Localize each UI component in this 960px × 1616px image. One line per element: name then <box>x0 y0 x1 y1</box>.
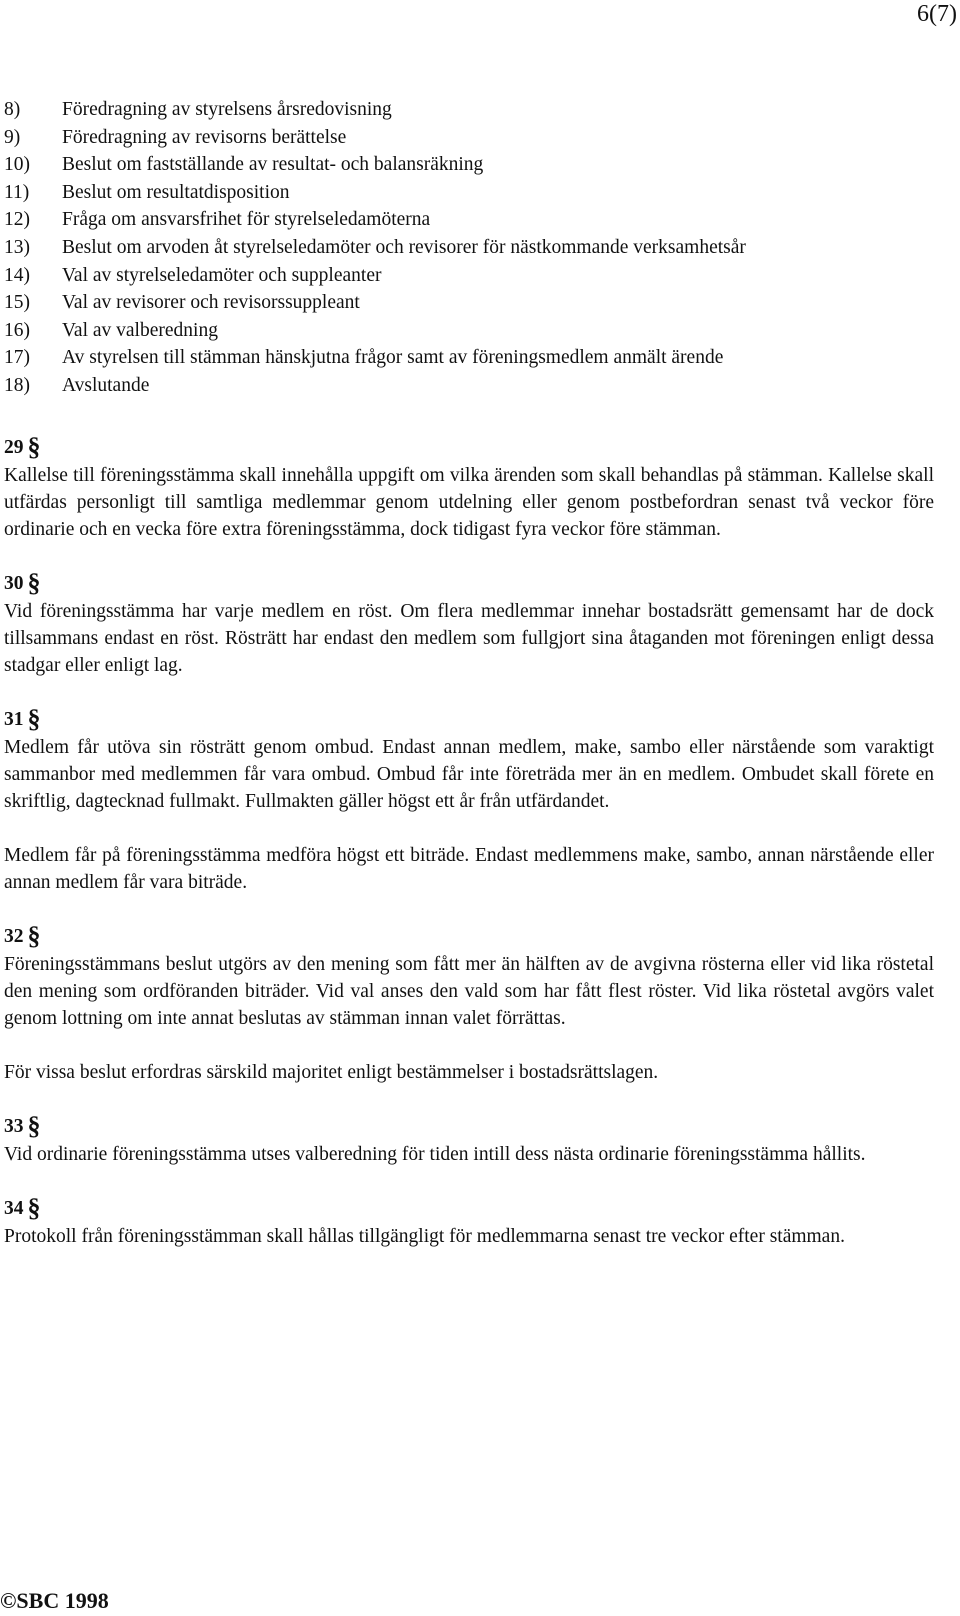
section-heading <box>4 432 934 462</box>
statutes-body <box>4 432 934 1275</box>
agenda-item-number: 17) <box>4 347 30 369</box>
section-heading <box>4 568 934 598</box>
agenda-item <box>4 96 746 124</box>
section-heading <box>4 1193 934 1223</box>
section-paragraph: Medlem får utöva sin rösträtt genom ombud. Endast annan medlem, make, sambo eller närstående som varaktigt sammanbor med medlemmen får vara ombud. Ombud får inte företräda mer än en medlem. Ombudet skall förete en skriftlig, dagtecknad fullmakt. Fullmakten gäller högst ett år från utfärdandet. <box>4 737 934 812</box>
section-heading <box>4 704 934 734</box>
agenda-item <box>4 372 746 400</box>
agenda-item-number: 11) <box>4 181 30 203</box>
copyright-footer: ©SBC 1998 <box>0 1588 109 1613</box>
section-number: 30 <box>4 572 24 594</box>
section-paragraph: Föreningsstämmans beslut utgörs av den mening som fått mer än hälften av de avgivna rösterna eller vid lika röstetal den mening som ordföranden biträder. Vid val anses den vald som har fått flest röster. Vid lika röstetal avgörs valet genom lottning om inte annat beslutas av stämman innan valet förrättas. <box>4 954 934 1029</box>
agenda-item-text: Beslut om resultatdisposition <box>62 181 290 203</box>
agenda-item-text: Föredragning av styrelsens årsredovisning <box>62 99 392 120</box>
section-sign-icon: § <box>27 1193 41 1222</box>
agenda-item-text: Val av styrelseledamöter och suppleanter <box>62 264 382 286</box>
section-paragraph: Vid föreningsstämma har varje medlem en röst. Om flera medlemmar innehar bostadsrätt gemensamt har de dock tillsammans endast en röst. Rösträtt har endast den medlem som fullgjort sina åtaganden mot föreningen enligt dessa stadgar eller enligt lag. <box>4 601 934 676</box>
section-sign-icon: § <box>27 1111 41 1140</box>
agenda-item-number: 10) <box>4 154 30 176</box>
section-paragraph: Protokoll från föreningsstämman skall hållas tillgängligt för medlemmarna senast tre veckor efter stämman. <box>4 1226 845 1247</box>
page-number: 6(7) <box>917 1 957 27</box>
section-sign-icon: § <box>27 704 41 733</box>
section-number: 31 <box>4 708 24 730</box>
agenda-item-number: 9) <box>4 126 21 148</box>
section-31 <box>4 704 934 896</box>
agenda-item-text: Fråga om ansvarsfrihet för styrelseledamöterna <box>62 209 431 231</box>
section-34 <box>4 1193 934 1250</box>
section-30 <box>4 568 934 679</box>
agenda-item <box>4 151 746 179</box>
agenda-item-text: Val av revisorer och revisorssuppleant <box>62 292 360 314</box>
section-number: 33 <box>4 1115 24 1137</box>
section-sign-icon: § <box>27 432 41 461</box>
agenda-item-number: 16) <box>4 319 30 341</box>
agenda-item-number: 14) <box>4 264 30 286</box>
section-paragraph: Vid ordinarie föreningsstämma utses valberedning för tiden intill dess nästa ordinarie föreningsstämma hållits. <box>4 1144 866 1165</box>
section-sign-icon: § <box>27 568 41 597</box>
agenda-item <box>4 206 746 234</box>
agenda-item <box>4 179 746 207</box>
agenda-item-text: Av styrelsen till stämman hänskjutna frågor samt av föreningsmedlem anmält ärende <box>62 347 724 369</box>
section-sign-icon: § <box>27 921 41 950</box>
agenda-item <box>4 317 746 345</box>
agenda-item-number: 13) <box>4 236 30 258</box>
agenda-item-number: 12) <box>4 209 30 231</box>
section-33 <box>4 1111 934 1168</box>
section-32 <box>4 921 934 1086</box>
agenda-item <box>4 289 746 317</box>
agenda-item <box>4 234 746 262</box>
section-paragraph: Medlem får på föreningsstämma medföra högst ett biträde. Endast medlemmens make, sambo, annan närstående eller annan medlem får vara biträde. <box>4 845 934 893</box>
section-paragraph: För vissa beslut erfordras särskild majoritet enligt bestämmelser i bostadsrättslagen. <box>4 1062 659 1083</box>
agenda-item <box>4 344 746 372</box>
section-paragraph: Kallelse till föreningsstämma skall innehålla uppgift om vilka ärenden som skall behandlas på stämman. Kallelse skall utfärdas personligt till samtliga medlemmar genom utdelning eller genom postbefordran senast två veckor före ordinarie och en vecka före extra föreningsstämma, dock tidigast fyra veckor före stämman. <box>4 465 934 540</box>
agenda-item-text: Avslutande <box>62 374 150 396</box>
agenda-item-number: 8) <box>4 99 21 120</box>
section-number: 32 <box>4 925 24 947</box>
agenda-item <box>4 262 746 290</box>
section-heading <box>4 1111 934 1141</box>
section-29 <box>4 432 934 543</box>
agenda-item-text: Föredragning av revisorns berättelse <box>62 126 347 148</box>
agenda-item-text: Beslut om arvoden åt styrelseledamöter och revisorer för nästkommande verksamhetsår <box>62 236 746 258</box>
agenda-item-text: Beslut om fastställande av resultat- och balansräkning <box>62 154 484 176</box>
agenda-item-number: 18) <box>4 374 30 396</box>
agenda-item <box>4 124 746 152</box>
agenda-list <box>4 96 746 400</box>
section-heading <box>4 921 934 951</box>
agenda-item-number: 15) <box>4 292 30 314</box>
agenda-item-text: Val av valberedning <box>62 319 218 341</box>
section-number: 29 <box>4 436 24 458</box>
section-number: 34 <box>4 1197 24 1219</box>
